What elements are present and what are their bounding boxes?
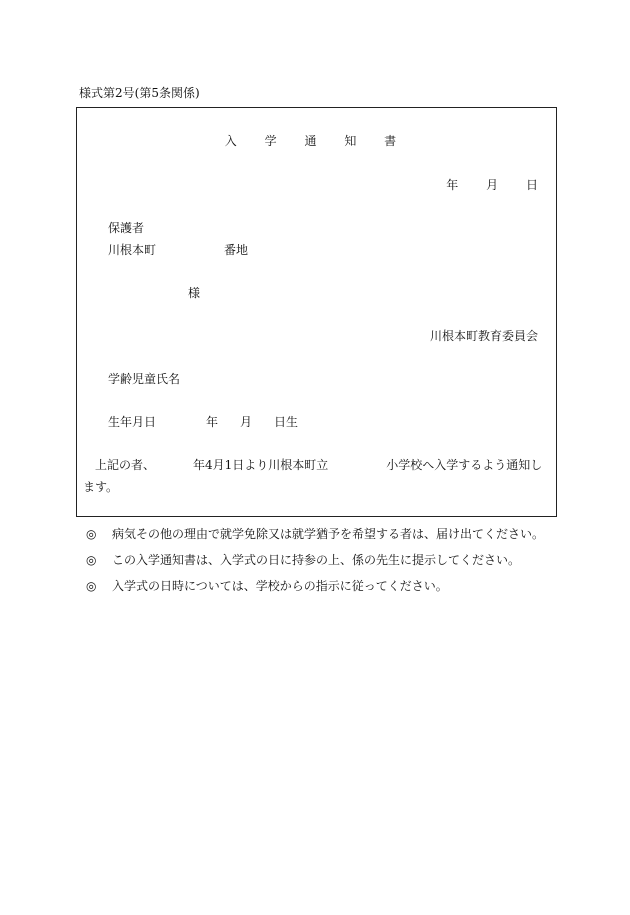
dob-year: 年 (206, 415, 219, 429)
notice-part3: 小学校へ入学するよう通知します。 (83, 458, 543, 494)
note-item (86, 577, 544, 603)
title-char: 書 (384, 134, 397, 148)
notice-part2: 年4月1日より川根本町立 (193, 458, 329, 472)
note-item (86, 525, 544, 551)
note-text: 病気その他の理由で就学免除又は就学猶予を希望する者は、届け出てください。 (112, 527, 545, 541)
dob-month: 月 (240, 415, 253, 429)
notice-text (83, 454, 549, 498)
honorific: 様 (188, 286, 201, 300)
form-number-label: 様式第2号(第5条関係) (79, 86, 200, 100)
address-line (108, 241, 248, 258)
double-circle-icon: ◎ (86, 579, 97, 593)
child-name-label: 学齢児童氏名 (108, 372, 181, 386)
issue-date (446, 176, 538, 193)
dob-label: 生年月日 (108, 415, 157, 429)
double-circle-icon: ◎ (86, 553, 97, 567)
address-banchi: 番地 (224, 243, 249, 257)
dob-suffix: 日生 (274, 415, 299, 429)
notice-part1: 上記の者、 (95, 458, 156, 472)
guardian-label: 保護者 (108, 221, 145, 235)
notes-list (86, 525, 544, 603)
title-char: 学 (264, 134, 277, 148)
date-year: 年 (446, 178, 459, 192)
double-circle-icon: ◎ (86, 527, 97, 541)
note-text: この入学通知書は、入学式の日に持参の上、係の先生に提示してください。 (112, 553, 521, 567)
title-char: 入 (224, 134, 237, 148)
date-month: 月 (486, 178, 499, 192)
title-char: 知 (344, 134, 357, 148)
date-of-birth-line (108, 413, 298, 430)
note-item (86, 551, 544, 577)
address-town: 川根本町 (108, 243, 157, 257)
notice-frame (76, 107, 557, 517)
issuer-name: 川根本町教育委員会 (429, 329, 538, 343)
note-text: 入学式の日時については、学校からの指示に従ってください。 (112, 579, 448, 593)
document-title (77, 132, 556, 149)
title-char: 通 (304, 134, 317, 148)
date-day: 日 (525, 178, 538, 192)
